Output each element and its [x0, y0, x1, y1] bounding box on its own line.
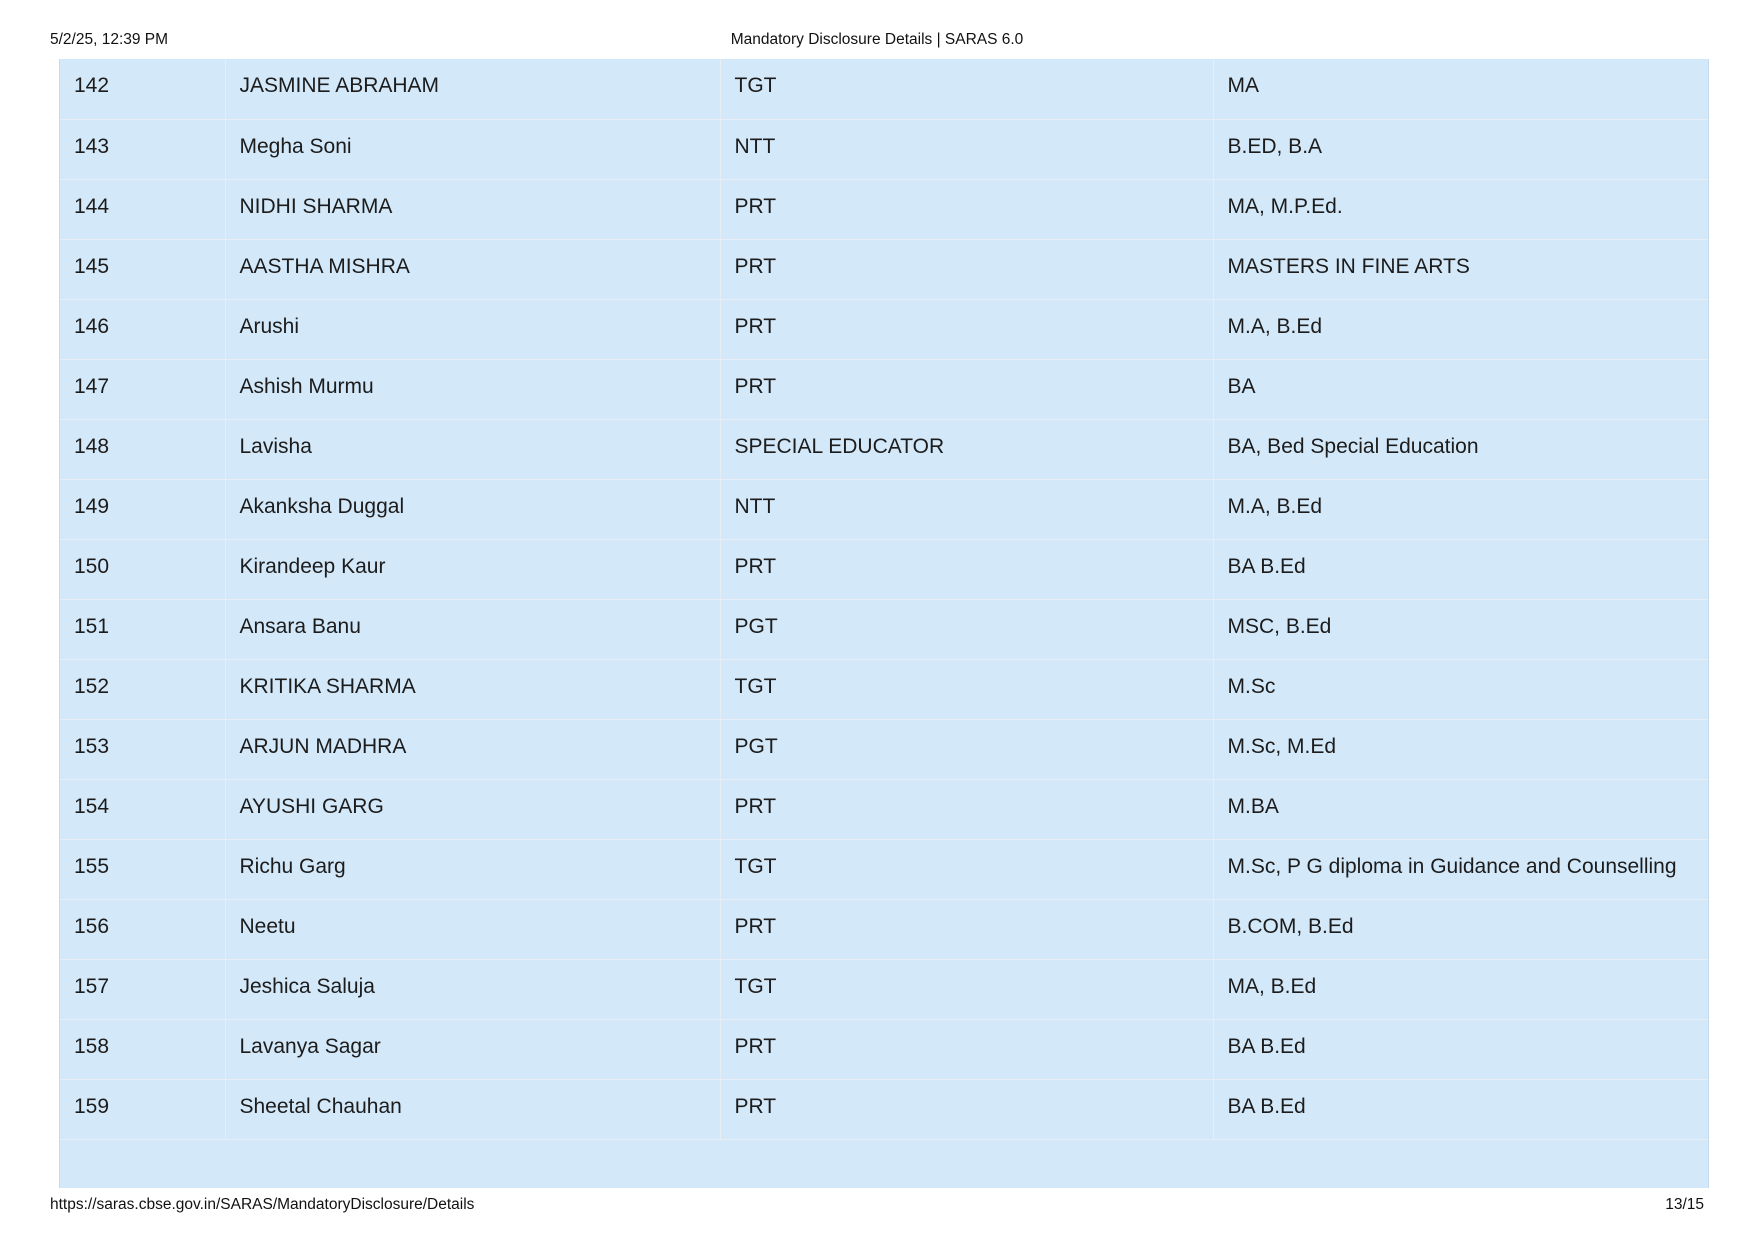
- cell-serial-no: 158: [60, 1019, 225, 1079]
- cell-designation: TGT: [720, 659, 1213, 719]
- table-row: [60, 899, 1708, 959]
- cell-qualification: MASTERS IN FINE ARTS: [1213, 239, 1708, 299]
- cell-name: Neetu: [225, 899, 720, 959]
- cell-serial-no: 159: [60, 1079, 225, 1139]
- cell-qualification: M.A, B.Ed: [1213, 479, 1708, 539]
- cell-serial-no: 157: [60, 959, 225, 1019]
- cell-designation: TGT: [720, 839, 1213, 899]
- cell-name: NIDHI SHARMA: [225, 179, 720, 239]
- cell-qualification: BA B.Ed: [1213, 1079, 1708, 1139]
- table-row: [60, 59, 1708, 119]
- cell-name: Jeshica Saluja: [225, 959, 720, 1019]
- staff-table-container: [59, 59, 1709, 1188]
- table-row: [60, 239, 1708, 299]
- table-row: [60, 539, 1708, 599]
- cell-name: Arushi: [225, 299, 720, 359]
- cell-name: Kirandeep Kaur: [225, 539, 720, 599]
- table-row: [60, 119, 1708, 179]
- cell-qualification: BA: [1213, 359, 1708, 419]
- table-row: [60, 719, 1708, 779]
- cell-designation: PRT: [720, 1079, 1213, 1139]
- cell-name: Richu Garg: [225, 839, 720, 899]
- cell-name: Sheetal Chauhan: [225, 1079, 720, 1139]
- cell-designation: PRT: [720, 539, 1213, 599]
- cell-serial-no: 148: [60, 419, 225, 479]
- cell-designation: PGT: [720, 599, 1213, 659]
- cell-serial-no: 153: [60, 719, 225, 779]
- cell-qualification: MA: [1213, 59, 1708, 119]
- cell-name: Megha Soni: [225, 119, 720, 179]
- cell-qualification: MSC, B.Ed: [1213, 599, 1708, 659]
- cell-name: Lavisha: [225, 419, 720, 479]
- cell-serial-no: 154: [60, 779, 225, 839]
- table-row: [60, 1019, 1708, 1079]
- table-row: [60, 779, 1708, 839]
- cell-designation: NTT: [720, 119, 1213, 179]
- cell-name: KRITIKA SHARMA: [225, 659, 720, 719]
- page-url: https://saras.cbse.gov.in/SARAS/MandatoryDisclosure/Details: [50, 1196, 475, 1213]
- table-row: [60, 1079, 1708, 1139]
- cell-serial-no: 145: [60, 239, 225, 299]
- cell-name: ARJUN MADHRA: [225, 719, 720, 779]
- page-title: Mandatory Disclosure Details | SARAS 6.0: [730, 31, 1024, 48]
- cell-qualification: M.Sc, M.Ed: [1213, 719, 1708, 779]
- page-number: 13/15: [1665, 1196, 1704, 1213]
- cell-name: Ansara Banu: [225, 599, 720, 659]
- cell-designation: PRT: [720, 779, 1213, 839]
- cell-qualification: M.BA: [1213, 779, 1708, 839]
- cell-designation: PRT: [720, 179, 1213, 239]
- cell-serial-no: 155: [60, 839, 225, 899]
- cell-qualification: B.ED, B.A: [1213, 119, 1708, 179]
- cell-serial-no: 144: [60, 179, 225, 239]
- cell-designation: PRT: [720, 1019, 1213, 1079]
- cell-name: Lavanya Sagar: [225, 1019, 720, 1079]
- cell-qualification: MA, B.Ed: [1213, 959, 1708, 1019]
- table-row: [60, 179, 1708, 239]
- cell-designation: SPECIAL EDUCATOR: [720, 419, 1213, 479]
- cell-qualification: BA, Bed Special Education: [1213, 419, 1708, 479]
- cell-qualification: MA, M.P.Ed.: [1213, 179, 1708, 239]
- table-row: [60, 359, 1708, 419]
- table-row: [60, 839, 1708, 899]
- cell-serial-no: 149: [60, 479, 225, 539]
- cell-designation: TGT: [720, 59, 1213, 119]
- cell-qualification: BA B.Ed: [1213, 539, 1708, 599]
- cell-serial-no: 152: [60, 659, 225, 719]
- cell-name: AASTHA MISHRA: [225, 239, 720, 299]
- cell-serial-no: 150: [60, 539, 225, 599]
- print-datetime: 5/2/25, 12:39 PM: [50, 31, 169, 48]
- cell-designation: PRT: [720, 899, 1213, 959]
- table-row: [60, 419, 1708, 479]
- cell-qualification: M.Sc: [1213, 659, 1708, 719]
- cell-qualification: B.COM, B.Ed: [1213, 899, 1708, 959]
- cell-designation: PRT: [720, 239, 1213, 299]
- cell-serial-no: 147: [60, 359, 225, 419]
- cell-qualification: M.Sc, P G diploma in Guidance and Counselling: [1213, 839, 1708, 899]
- cell-designation: TGT: [720, 959, 1213, 1019]
- cell-serial-no: 143: [60, 119, 225, 179]
- cell-qualification: BA B.Ed: [1213, 1019, 1708, 1079]
- cell-qualification: M.A, B.Ed: [1213, 299, 1708, 359]
- cell-designation: PRT: [720, 299, 1213, 359]
- cell-designation: NTT: [720, 479, 1213, 539]
- cell-serial-no: 142: [60, 59, 225, 119]
- cell-designation: PRT: [720, 359, 1213, 419]
- staff-table: [60, 59, 1708, 1140]
- cell-name: AYUSHI GARG: [225, 779, 720, 839]
- table-row: [60, 299, 1708, 359]
- cell-name: Ashish Murmu: [225, 359, 720, 419]
- cell-serial-no: 146: [60, 299, 225, 359]
- table-row: [60, 659, 1708, 719]
- cell-serial-no: 156: [60, 899, 225, 959]
- cell-serial-no: 151: [60, 599, 225, 659]
- table-row: [60, 479, 1708, 539]
- table-row: [60, 959, 1708, 1019]
- table-row: [60, 599, 1708, 659]
- cell-name: Akanksha Duggal: [225, 479, 720, 539]
- cell-designation: PGT: [720, 719, 1213, 779]
- cell-name: JASMINE ABRAHAM: [225, 59, 720, 119]
